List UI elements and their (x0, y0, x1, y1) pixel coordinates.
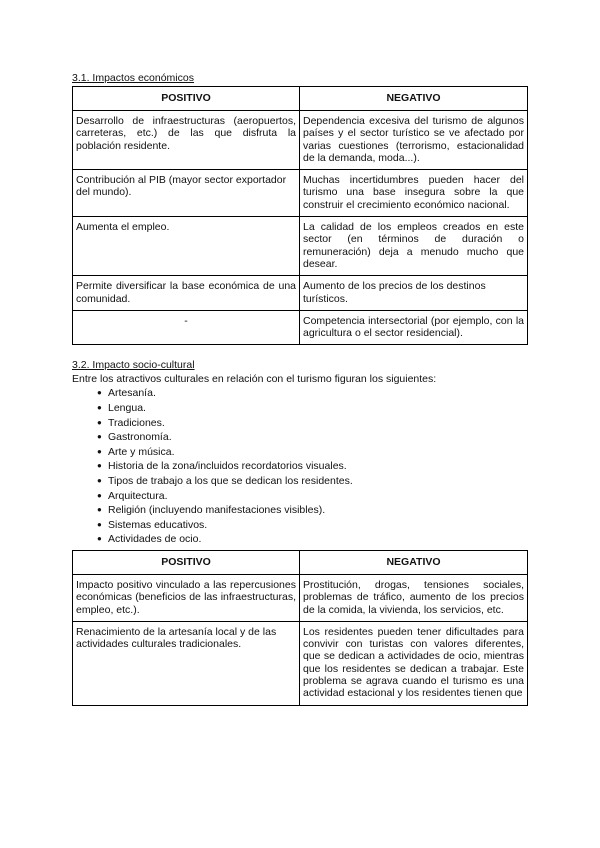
table-row (73, 111, 528, 170)
list-item: ● Tipos de trabajo a los que se dedican los residentes. (97, 475, 353, 488)
list-item: ● Actividades de ocio. (97, 533, 202, 546)
cell-negative: Los residentes pueden tener dificultades para convivir con turistas con valores diferentes, que se dedican a actividades de ocio, mientras que los residentes se dedican a trabajar. Este problema se agrava cuando el turismo es una actividad estacional y los residentes tienen que (300, 621, 528, 705)
sociocultural-impacts-table (72, 550, 528, 706)
cell-positive: - (73, 310, 300, 345)
cell-positive: Contribución al PIB (mayor sector exportador del mundo). (73, 170, 300, 217)
table-header-row (73, 550, 528, 574)
list-item: ● Sistemas educativos. (97, 518, 208, 531)
cell-positive: Renacimiento de la artesanía local y de las actividades culturales tradicionales. (73, 621, 300, 705)
cell-negative: Aumento de los precios de los destinos turísticos. (300, 276, 528, 311)
cell-positive: Impacto positivo vinculado a las repercusiones económicas (beneficios de las infraestructuras, empleo, etc.). (73, 574, 300, 621)
list-item: ● Lengua. (97, 402, 146, 415)
bullet-icon: ● (97, 388, 102, 398)
bullet-icon: ● (97, 519, 102, 529)
header-negative: NEGATIVO (300, 87, 528, 111)
cell-positive: Desarrollo de infraestructuras (aeropuertos, carreteras, etc.) de las que disfruta la población residente. (73, 111, 300, 170)
bullet-icon: ● (97, 446, 102, 456)
table-row (73, 574, 528, 621)
bullet-icon: ● (97, 490, 102, 500)
header-positive: POSITIVO (73, 550, 300, 574)
cell-positive: Aumenta el empleo. (73, 217, 300, 276)
bullet-icon: ● (97, 476, 102, 486)
bullet-icon: ● (97, 403, 102, 413)
table-header-row (73, 87, 528, 111)
bullet-icon: ● (97, 461, 102, 471)
economic-impacts-table (72, 86, 528, 345)
document-page (72, 72, 528, 706)
cell-negative: Dependencia excesiva del turismo de algunos países y el sector turístico se ve afectado por varias cuestiones (terrorismo, estacionalidad de la demanda, moda...). (300, 111, 528, 170)
list-item: ● Tradiciones. (97, 416, 165, 429)
bullet-icon: ● (97, 417, 102, 427)
table-row (73, 217, 528, 276)
intro-paragraph: Entre los atractivos culturales en relación con el turismo figuran los siguientes: (72, 373, 437, 386)
cell-negative: Muchas incertidumbres pueden hacer del turismo una base insegura sobre la que construir el crecimiento económico nacional. (300, 170, 528, 217)
list-item: ● Artesanía. (97, 387, 156, 400)
bullet-icon: ● (97, 505, 102, 515)
table-row (73, 621, 528, 705)
header-positive: POSITIVO (73, 87, 300, 111)
table-row (73, 310, 528, 345)
list-item: ● Religión (incluyendo manifestaciones visibles). (97, 504, 326, 517)
bullet-icon: ● (97, 432, 102, 442)
list-item: ● Arte y música. (97, 445, 175, 458)
cell-negative: Prostitución, drogas, tensiones sociales, problemas de tráfico, aumento de los precios de la comida, la vivienda, los servicios, etc. (300, 574, 528, 621)
bullet-icon: ● (97, 534, 102, 544)
cell-positive: Permite diversificar la base económica de una comunidad. (73, 276, 300, 311)
table-row (73, 276, 528, 311)
list-item: ● Historia de la zona/incluidos recordatorios visuales. (97, 460, 347, 473)
header-negative: NEGATIVO (300, 550, 528, 574)
list-item: ● Arquitectura. (97, 489, 168, 502)
section-title-sociocultural: 3.2. Impacto socio-cultural (72, 359, 195, 372)
table-row (73, 170, 528, 217)
section-title-economic: 3.1. Impactos económicos (72, 72, 194, 84)
cell-negative: La calidad de los empleos creados en este sector (en términos de duración o remuneración) deja a menudo mucho que desear. (300, 217, 528, 276)
cell-negative: Competencia intersectorial (por ejemplo, con la agricultura o el sector residencial). (300, 310, 528, 345)
list-item: ● Gastronomía. (97, 431, 172, 444)
cultural-attractions-list (72, 386, 528, 547)
